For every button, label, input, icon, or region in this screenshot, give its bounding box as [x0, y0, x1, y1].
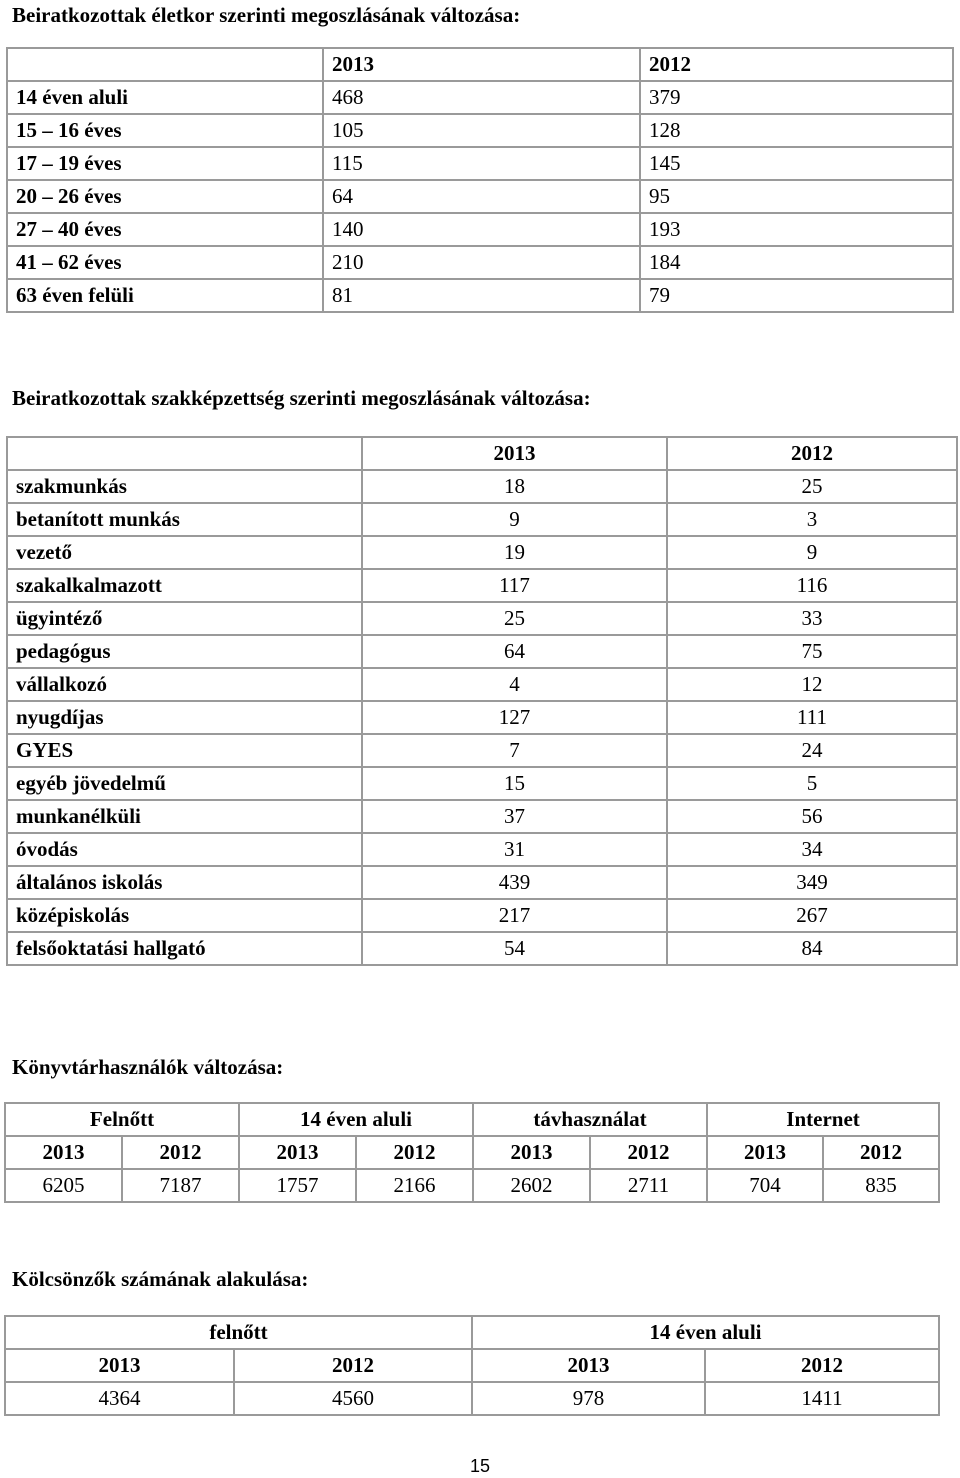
- qualification-section-title: Beiratkozottak szakképzettség szerinti megoszlásának változása:: [12, 386, 591, 410]
- cell-value: 95: [640, 180, 953, 213]
- cell-value: 9: [667, 536, 957, 569]
- column-header: 2012: [667, 437, 957, 470]
- table-row: [7, 213, 953, 246]
- row-label: középiskolás: [7, 899, 362, 932]
- table-row: [7, 932, 957, 965]
- table-row: [7, 536, 957, 569]
- row-label: óvodás: [7, 833, 362, 866]
- table-row: [7, 635, 957, 668]
- cell-value: 81: [323, 279, 640, 312]
- group-header: távhasználat: [473, 1103, 707, 1136]
- row-label: GYES: [7, 734, 362, 767]
- column-header: 2012: [640, 48, 953, 81]
- cell-value: 7187: [122, 1169, 239, 1202]
- table-row: [7, 246, 953, 279]
- cell-value: 349: [667, 866, 957, 899]
- row-label: 20 – 26 éves: [7, 180, 323, 213]
- cell-value: 117: [362, 569, 667, 602]
- cell-value: 4: [362, 668, 667, 701]
- cell-value: 1757: [239, 1169, 356, 1202]
- cell-value: 5: [667, 767, 957, 800]
- row-label: betanított munkás: [7, 503, 362, 536]
- year-header: 2013: [5, 1136, 122, 1169]
- cell-value: 468: [323, 81, 640, 114]
- table-row: [7, 833, 957, 866]
- cell-value: 64: [362, 635, 667, 668]
- row-label: 15 – 16 éves: [7, 114, 323, 147]
- borrowers-section-title: Kölcsönzők számának alakulása:: [12, 1267, 309, 1291]
- row-label: 41 – 62 éves: [7, 246, 323, 279]
- cell-value: 79: [640, 279, 953, 312]
- cell-value: 54: [362, 932, 667, 965]
- cell-value: 6205: [5, 1169, 122, 1202]
- qualification-distribution-table: [6, 436, 958, 966]
- cell-value: 115: [323, 147, 640, 180]
- row-label: munkanélküli: [7, 800, 362, 833]
- cell-value: 4560: [234, 1382, 472, 1415]
- row-label: 27 – 40 éves: [7, 213, 323, 246]
- table-row: [7, 899, 957, 932]
- cell-value: 2711: [590, 1169, 707, 1202]
- group-header: felnőtt: [5, 1316, 472, 1349]
- year-header: 2012: [234, 1349, 472, 1382]
- cell-value: 379: [640, 81, 953, 114]
- year-header: 2013: [472, 1349, 705, 1382]
- cell-value: 4364: [5, 1382, 234, 1415]
- row-label: szakmunkás: [7, 470, 362, 503]
- table-row: [7, 470, 957, 503]
- cell-value: 210: [323, 246, 640, 279]
- year-header: 2012: [356, 1136, 473, 1169]
- cell-value: 64: [323, 180, 640, 213]
- group-header: Internet: [707, 1103, 939, 1136]
- cell-value: 2166: [356, 1169, 473, 1202]
- column-header: [7, 437, 362, 470]
- group-header: Felnőtt: [5, 1103, 239, 1136]
- cell-value: 9: [362, 503, 667, 536]
- cell-value: 193: [640, 213, 953, 246]
- year-header: 2013: [707, 1136, 823, 1169]
- table-row: [7, 800, 957, 833]
- cell-value: 111: [667, 701, 957, 734]
- table-row: [7, 668, 957, 701]
- cell-value: 439: [362, 866, 667, 899]
- table-row: [7, 602, 957, 635]
- cell-value: 25: [667, 470, 957, 503]
- column-header: 2013: [362, 437, 667, 470]
- library-users-year-row: [5, 1136, 939, 1169]
- table-row: [7, 734, 957, 767]
- table-row: [7, 569, 957, 602]
- row-label: ügyintéző: [7, 602, 362, 635]
- cell-value: 25: [362, 602, 667, 635]
- cell-value: 7: [362, 734, 667, 767]
- year-header: 2012: [823, 1136, 939, 1169]
- age-distribution-table: [6, 47, 954, 313]
- year-header: 2012: [590, 1136, 707, 1169]
- cell-value: 3: [667, 503, 957, 536]
- table-row: [7, 114, 953, 147]
- row-label: egyéb jövedelmű: [7, 767, 362, 800]
- cell-value: 84: [667, 932, 957, 965]
- column-header: 2013: [323, 48, 640, 81]
- year-header: 2012: [122, 1136, 239, 1169]
- table-row: [7, 701, 957, 734]
- cell-value: 56: [667, 800, 957, 833]
- table-row: [7, 503, 957, 536]
- year-header: 2013: [5, 1349, 234, 1382]
- cell-value: 704: [707, 1169, 823, 1202]
- library-users-group-row: [5, 1103, 939, 1136]
- table-row: [7, 279, 953, 312]
- table-row: [7, 147, 953, 180]
- cell-value: 33: [667, 602, 957, 635]
- table-row: [7, 180, 953, 213]
- cell-value: 19: [362, 536, 667, 569]
- age-section-title: Beiratkozottak életkor szerinti megoszlásának változása:: [12, 3, 521, 27]
- row-label: 63 éven felüli: [7, 279, 323, 312]
- year-header: 2013: [473, 1136, 590, 1169]
- table-row: [7, 767, 957, 800]
- cell-value: 75: [667, 635, 957, 668]
- cell-value: 1411: [705, 1382, 939, 1415]
- library-users-value-row: [5, 1169, 939, 1202]
- borrowers-group-row: [5, 1316, 939, 1349]
- cell-value: 978: [472, 1382, 705, 1415]
- borrowers-value-row: [5, 1382, 939, 1415]
- cell-value: 184: [640, 246, 953, 279]
- cell-value: 217: [362, 899, 667, 932]
- row-label: vezető: [7, 536, 362, 569]
- year-header: 2012: [705, 1349, 939, 1382]
- cell-value: 127: [362, 701, 667, 734]
- column-header: [7, 48, 323, 81]
- cell-value: 105: [323, 114, 640, 147]
- group-header: 14 éven aluli: [472, 1316, 939, 1349]
- cell-value: 267: [667, 899, 957, 932]
- table-row: [7, 81, 953, 114]
- table-row: [7, 866, 957, 899]
- group-header: 14 éven aluli: [239, 1103, 473, 1136]
- cell-value: 835: [823, 1169, 939, 1202]
- cell-value: 2602: [473, 1169, 590, 1202]
- library-users-section-title: Könyvtárhasználók változása:: [12, 1055, 284, 1079]
- borrowers-table: [4, 1315, 940, 1416]
- cell-value: 128: [640, 114, 953, 147]
- cell-value: 37: [362, 800, 667, 833]
- row-label: nyugdíjas: [7, 701, 362, 734]
- row-label: vállalkozó: [7, 668, 362, 701]
- header-row: [7, 48, 953, 81]
- cell-value: 18: [362, 470, 667, 503]
- row-label: pedagógus: [7, 635, 362, 668]
- borrowers-year-row: [5, 1349, 939, 1382]
- cell-value: 12: [667, 668, 957, 701]
- cell-value: 34: [667, 833, 957, 866]
- cell-value: 31: [362, 833, 667, 866]
- cell-value: 24: [667, 734, 957, 767]
- library-users-table: [4, 1102, 940, 1203]
- cell-value: 15: [362, 767, 667, 800]
- year-header: 2013: [239, 1136, 356, 1169]
- row-label: szakalkalmazott: [7, 569, 362, 602]
- row-label: általános iskolás: [7, 866, 362, 899]
- cell-value: 140: [323, 213, 640, 246]
- row-label: felsőoktatási hallgató: [7, 932, 362, 965]
- row-label: 17 – 19 éves: [7, 147, 323, 180]
- page-number: 15: [469, 1456, 491, 1476]
- row-label: 14 éven aluli: [7, 81, 323, 114]
- cell-value: 116: [667, 569, 957, 602]
- cell-value: 145: [640, 147, 953, 180]
- header-row: [7, 437, 957, 470]
